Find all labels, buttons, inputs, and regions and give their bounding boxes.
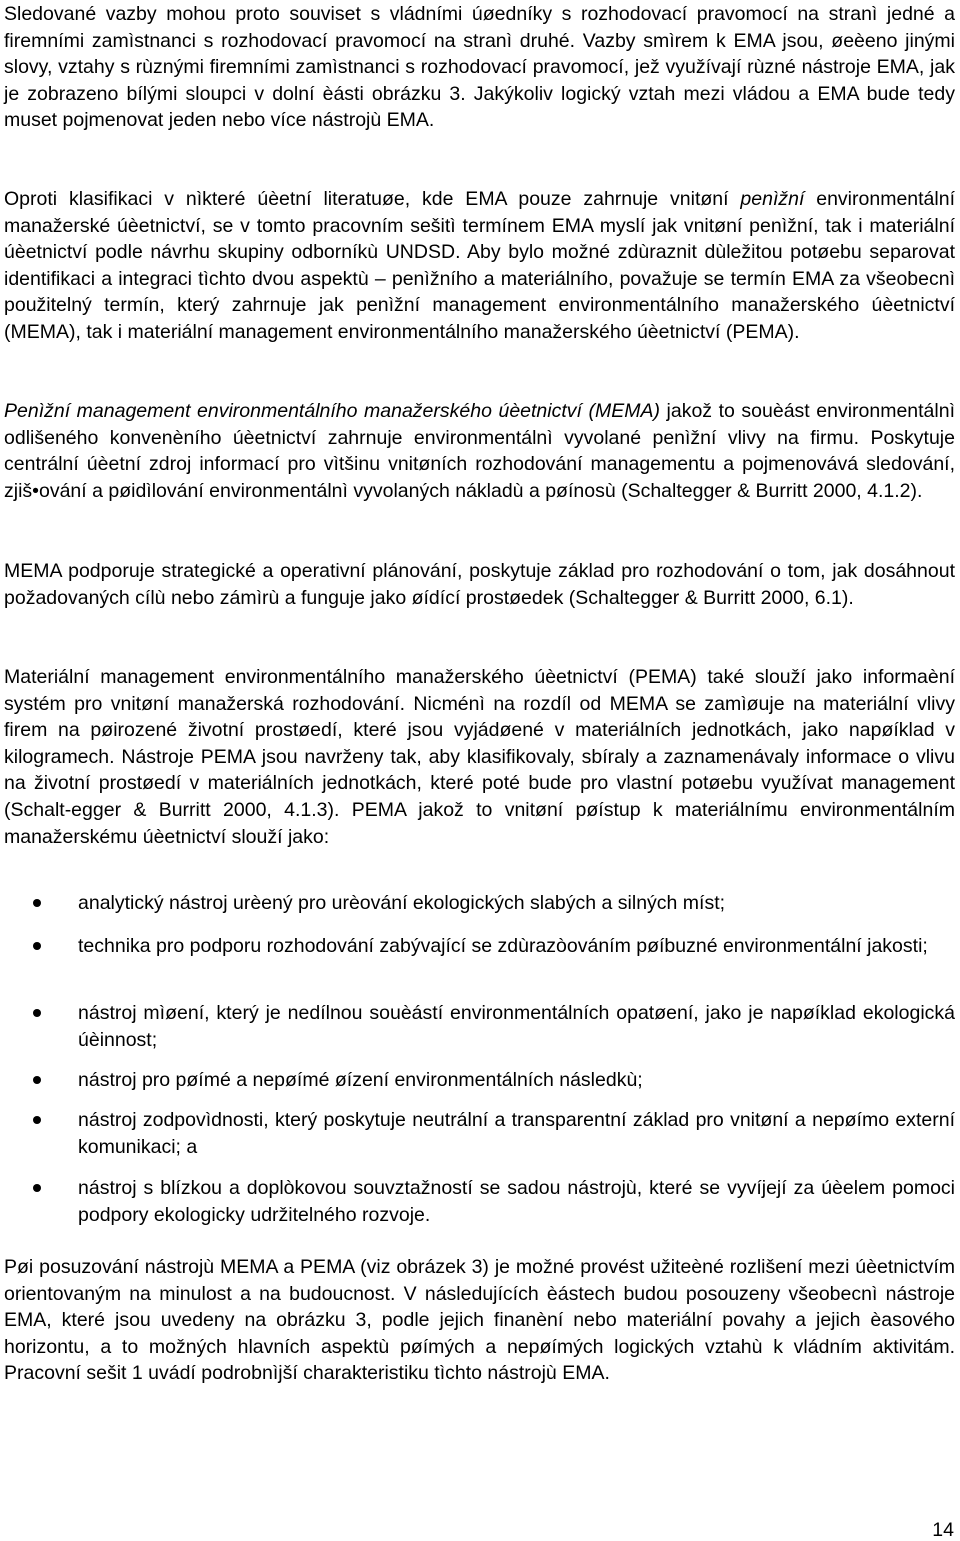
paragraph-ema-classification <box>4 186 955 346</box>
paragraph-pema-definition: Materiální management environmentálního manažerského úèetnictví (PEMA) také slouží jako informaèní systém pro vnitøní manažerská rozhodování. Nicménì na rozdíl od MEMA se zamìøuje na materiální vlivy firem na pøirozené životní prostøedí, které jsou vyjádøené v materiálních jednotkách, jako napøíklad v kilogramech. Nástroje PEMA jsou navrženy tak, aby klasifikovaly, sbíraly a zaznamenávaly informace o vlivu na životní prostøedí v materiálních jednotkách, které poté bude pro vlastní potøebu využívat management (Schalt-egger & Burritt 2000, 4.1.3). PEMA jakož to vnitøní pøístup k materiálnímu environmentálním manažerskému úèetnictví slouží jako: <box>4 666 955 848</box>
bullet-icon <box>33 942 41 950</box>
paragraph-mema-support: MEMA podporuje strategické a operativní plánování, poskytuje základ pro rozhodování o tom, jak dosáhnout požadovaných cílù nebo zámìrù a funguje jako øídící prostøedek (Schaltegger & Burritt 2000, 6.1). <box>4 560 955 609</box>
bullet-icon <box>33 1076 41 1084</box>
list-item-text: technika pro podporu rozhodování zabývající se zdùrazòováním pøíbuzné environmentální jakosti; <box>78 935 928 957</box>
list-item-text: analytický nástroj urèený pro urèování ekologických slabých a silných míst; <box>78 892 726 914</box>
list-item-text: nástroj zodpovìdnosti, který poskytuje neutrální a transparentní základ pro vnitøní a nepøímo externí komunikaci; a <box>78 1109 955 1158</box>
list-item-text: nástroj pro pøímé a nepøímé øízení environmentálních následkù; <box>78 1069 643 1091</box>
list-item-text: nástroj s blízkou a doplòkovou souvztažností se sadou nástrojù, které se vyvíjejí za úèelem pomoci podpory ekologicky udržitelného rozvoje. <box>78 1177 955 1226</box>
bullet-icon <box>33 899 41 907</box>
paragraph-mema-definition <box>4 398 955 504</box>
page-number: 14 <box>932 1519 954 1541</box>
bullet-icon <box>33 1184 41 1192</box>
paragraph-ema-links: Sledované vazby mohou proto souviset s vládními úøedníky s rozhodovací pravomocí na stranì jedné a firemními zamìstnanci s rozhodovací pravomocí na stranì druhé. Vazby smìrem k EMA jsou, øeèeno jinými slovy, vztahy s rùznými firemními zamìstnanci s rozhodovací pravomocí, jež využívají rùzné nástroje EMA, jak je zobrazeno bílými sloupci v dolní èásti obrázku 3. Jakýkoliv logický vztah mezi vládou a EMA bude tedy muset pojmenovat jeden nebo více nástrojù EMA. <box>4 3 955 132</box>
list-item-text: nástroj mìøení, který je nedílnou souèástí environmentálních opatøení, jako je napøíklad ekologická úèinnost; <box>78 1002 955 1051</box>
bullet-icon <box>33 1009 41 1017</box>
paragraph-text: jakož to souèást environmentálnì odlišeného konvenèního úèetnictví zahrnuje environmentálnì vyvolané penìžní vlivy na firmu. Poskytuje centrální úèetní zdroj informací pro vìtšinu vnitøních rozhodování managementu a pojmenovává sledování, zjiš•ování a pøidìlování environmentálnì vyvolaných nákladù a pøínosù (Schaltegger & Burritt 2000, 4.1.2). <box>4 400 955 502</box>
paragraph-text: environmentální manažerské úèetnictví, se v tomto pracovním sešitì termínem EMA myslí jak vnitøní penìžní, tak i materiální úèetnictví podle návrhu skupiny odborníkù UNDSD. Aby bylo možné zdùraznit dùležitou potøebu separovat identifikaci a integraci tìchto dvou aspektù – penìžního a materiálního, považuje se termín EMA za všeobecnì použitelný termín, který zahrnuje jak penìžní management environmentálního manažerského úèetnictví (MEMA), tak i materiální management environmentálního manažerského úèetnictví (PEMA). <box>4 188 955 343</box>
bullet-icon <box>33 1116 41 1124</box>
emphasis-term: Penìžní management environmentálního manažerského úèetnictví (MEMA) <box>4 400 660 422</box>
emphasis-text: penìžní <box>740 188 805 210</box>
paragraph-tool-assessment: Pøi posuzování nástrojù MEMA a PEMA (viz obrázek 3) je možné provést užiteèné rozlišení mezi úèetnictvím orientovaným na minulost a na budoucnost. V následujících èástech budou posouzeny všeobecnì nástroje EMA, které jsou uvedeny na obrázku 3, podle jejich finanèní nebo materiální povahy a jejich èasového horizontu, a to možných hlavních aspektù pøímých a nepøímých logických vztahù k vládním aktivitám. Pracovní sešit 1 uvádí podrobnìjší charakteristiku tìchto nástrojù EMA. <box>4 1256 955 1385</box>
paragraph-text: Oproti klasifikaci v nìkteré úèetní literatuøe, kde EMA pouze zahrnuje vnitøní <box>4 188 741 210</box>
